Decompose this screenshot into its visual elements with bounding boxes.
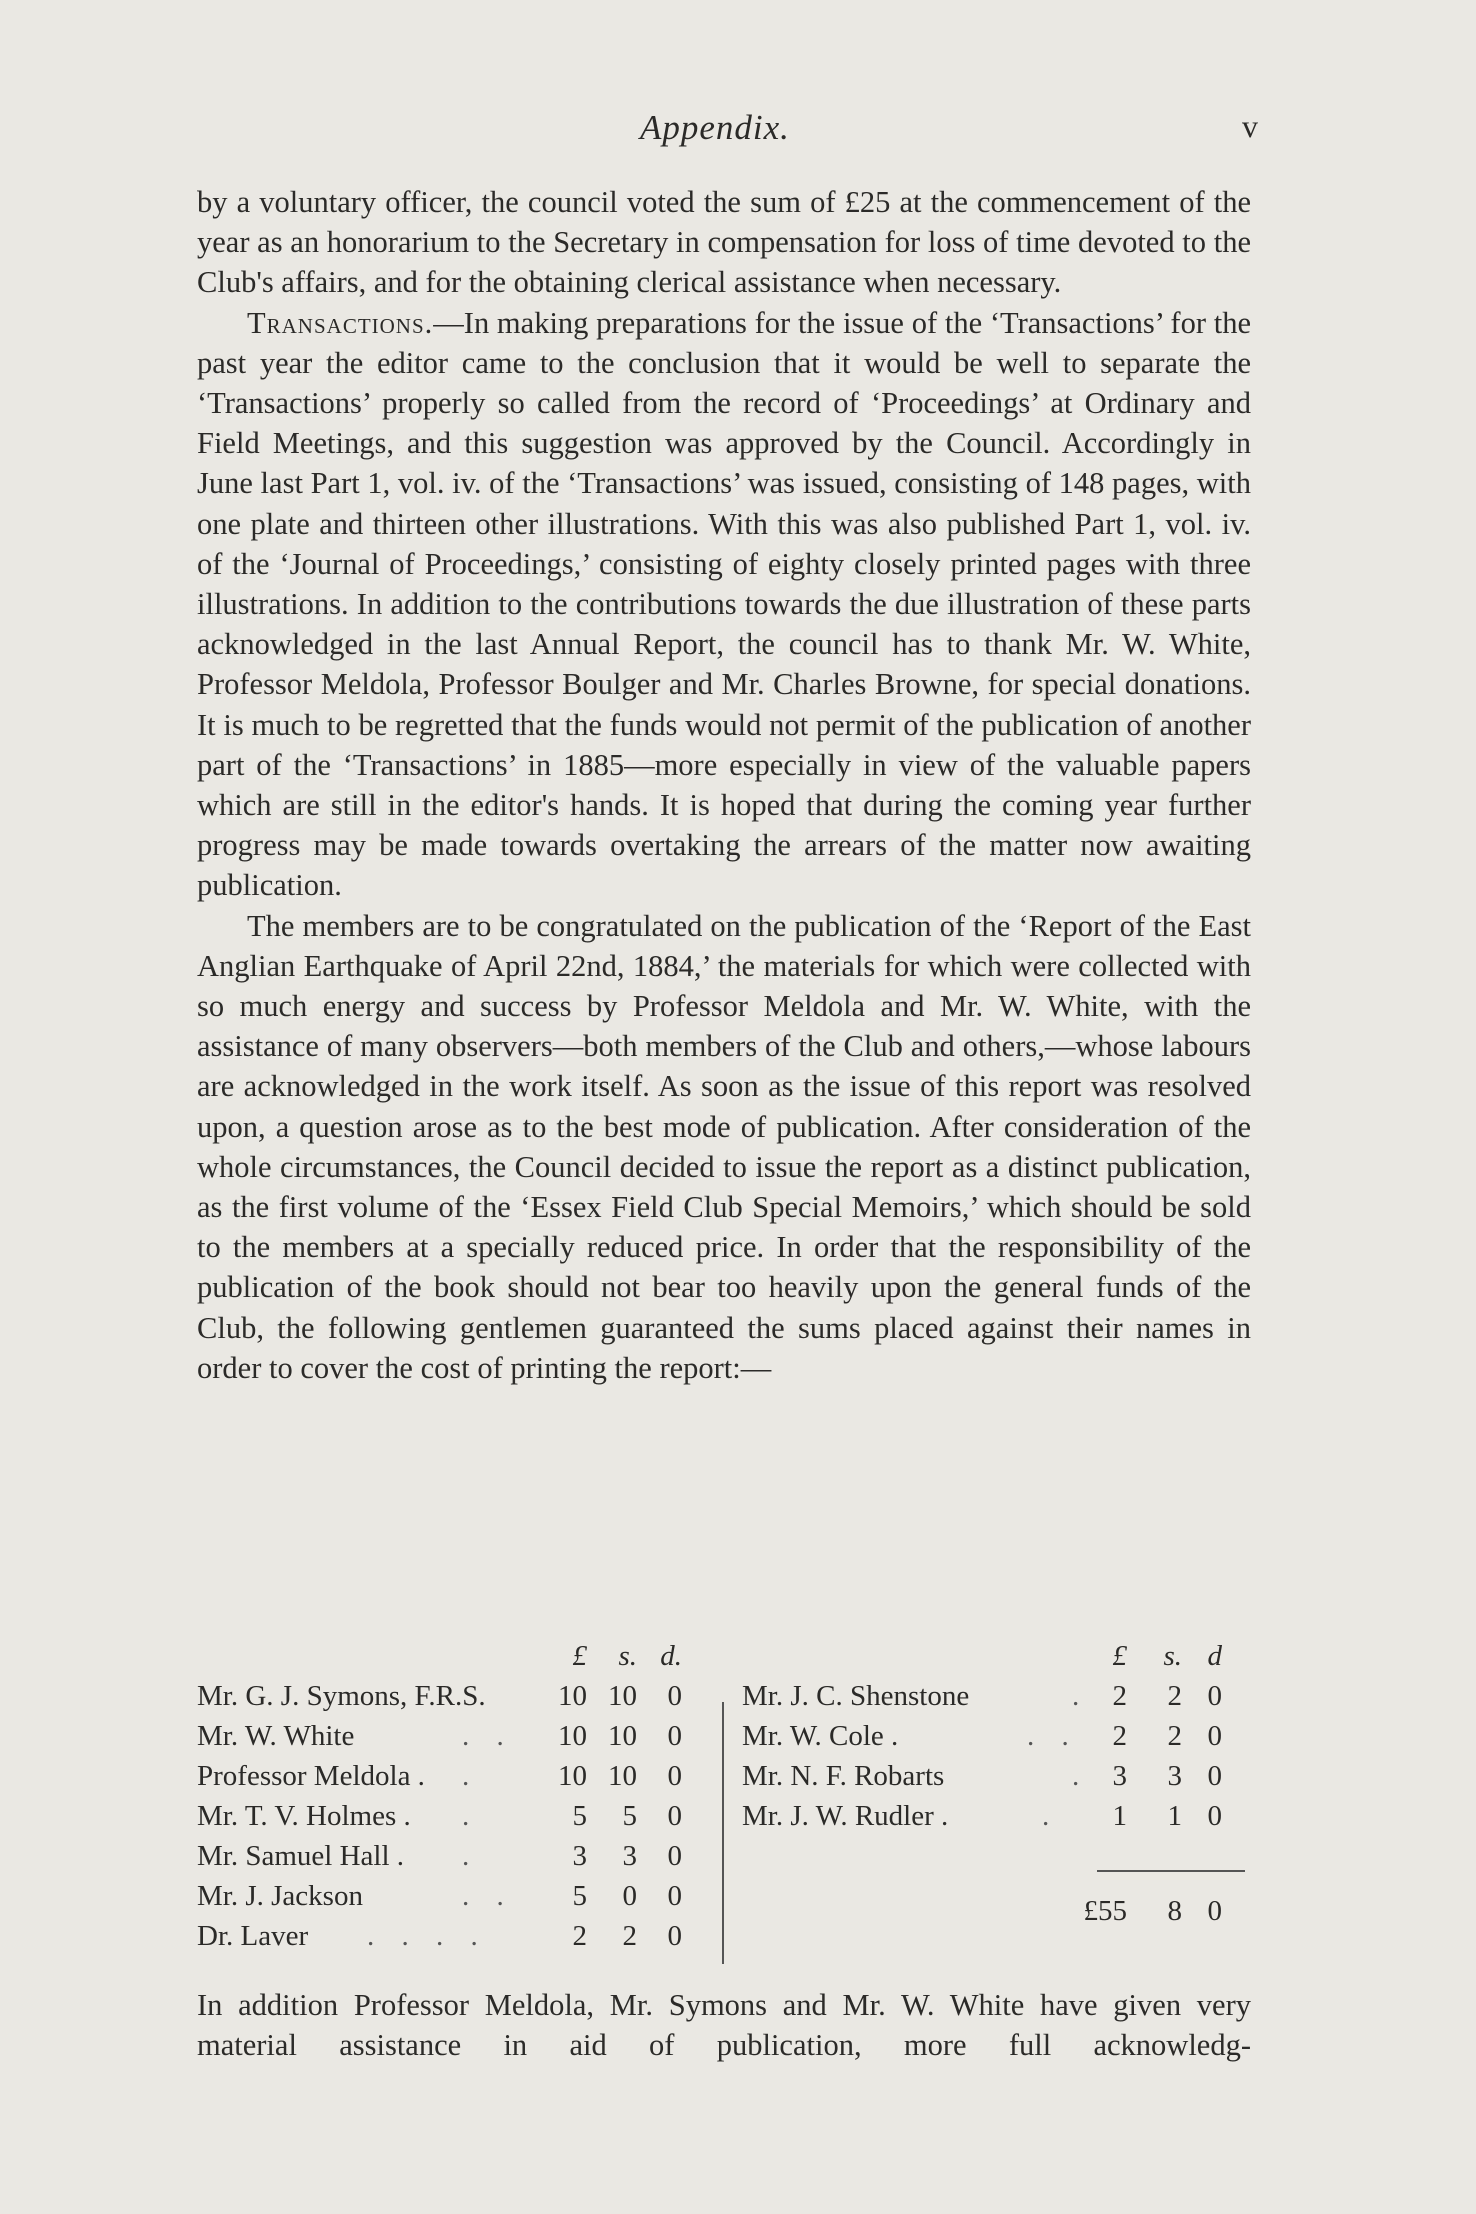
amount-pounds: 10	[558, 1680, 587, 1712]
amount-pounds: 5	[572, 1880, 587, 1912]
leader-dots: .	[1072, 1680, 1090, 1712]
amount-shillings: 5	[622, 1800, 637, 1832]
guarantors-list	[197, 1640, 1251, 1970]
running-title: Appendix.	[640, 108, 790, 147]
guarantor-row	[742, 1800, 1251, 1840]
pence-header: d	[1207, 1640, 1222, 1672]
guarantor-row	[197, 1720, 717, 1760]
section-heading-transactions: Transactions.	[247, 305, 434, 340]
amount-pence: 0	[667, 1720, 682, 1752]
closing-paragraph	[197, 1985, 1251, 2065]
shillings-header: s.	[1163, 1640, 1182, 1672]
guarantor-name: Mr. T. V. Holmes .	[197, 1800, 411, 1832]
currency-header-right	[742, 1640, 1251, 1680]
amount-pence: 0	[1207, 1680, 1222, 1712]
paragraph-1: by a voluntary officer, the council voted the sum of £25 at the commencement of the year as an honorarium to the Secretary in compensation for loss of time devoted to the Club's affairs, and for the obtaining clerical assistance when necessary.	[197, 185, 1251, 300]
guarantor-row	[742, 1680, 1251, 1720]
leader-dots: . .	[462, 1880, 514, 1912]
page-header	[640, 108, 1280, 158]
amount-pence: 0	[1207, 1800, 1222, 1832]
amount-pence: 0	[667, 1920, 682, 1952]
paragraph-transactions	[197, 303, 1251, 906]
amount-pounds: 10	[558, 1760, 587, 1792]
amount-shillings: 2	[1167, 1680, 1182, 1712]
guarantor-name: Mr. N. F. Robarts	[742, 1760, 945, 1792]
amount-pounds: 10	[558, 1720, 587, 1752]
paragraph-acknowledgement: In addition Professor Meldola, Mr. Symons and Mr. W. White have given very material assistance in aid of publication, more full acknowledg-	[197, 1988, 1251, 2063]
guarantor-name: Mr. J. Jackson	[197, 1880, 363, 1912]
amount-shillings: 0	[622, 1880, 637, 1912]
guarantor-row	[197, 1840, 717, 1880]
paragraph-transactions-body: —In making preparations for the issue of the ‘Transactions’ for the past year the editor came to the conclusion that it would be well to separate the ‘Transactions’ properly so called from the record of ‘Proceedings’ at Ordinary and Field Meetings, and this suggestion was approved by the Council. Accordingly in June last Part 1, vol. iv. of the ‘Transactions’ was issued, consisting of 148 pages, with one plate and thirteen other illustrations. With this was also published Part 1, vol. iv. of the ‘Journal of Proceedings,’ consisting of eighty closely printed pages with three illustrations. In addition to the contributions towards the due illustration of these parts acknowledged in the last Annual Report, the council has to thank Mr. W. White, Professor Meldola, Professor Boulger and Mr. Charles Browne, for special donations. It is much to be regretted that the funds would not permit of the publication of another part of the ‘Transactions’ in 1885—more especially in view of the valuable papers which are still in the editor's hands. It is hoped that during the coming year further progress may be made towards overtaking the arrears of the matter now awaiting publication.	[197, 305, 1251, 903]
guarantor-row	[197, 1880, 717, 1920]
amount-shillings: 10	[608, 1680, 637, 1712]
amount-shillings: 10	[608, 1720, 637, 1752]
guarantors-right-column	[742, 1640, 1251, 1927]
leader-dots: .	[1072, 1760, 1090, 1792]
amount-pence: 0	[667, 1800, 682, 1832]
guarantor-name: Dr. Laver	[197, 1920, 309, 1952]
amount-pence: 0	[1207, 1760, 1222, 1792]
amount-shillings: 1	[1167, 1800, 1182, 1832]
leader-dots: . .	[462, 1720, 514, 1752]
amount-shillings: 2	[1167, 1720, 1182, 1752]
amount-shillings: 3	[1167, 1760, 1182, 1792]
guarantor-name: Mr. G. J. Symons, F.R.S.	[197, 1680, 486, 1712]
guarantor-row	[197, 1920, 717, 1960]
leader-dots: .	[462, 1800, 480, 1832]
body-text	[197, 182, 1251, 1388]
shillings-header: s.	[618, 1640, 637, 1672]
guarantor-row	[197, 1760, 717, 1800]
guarantor-row	[197, 1680, 717, 1720]
guarantor-row	[742, 1760, 1251, 1800]
total-shillings: 8	[1167, 1895, 1182, 1927]
guarantor-name: Mr. J. C. Shenstone	[742, 1680, 970, 1712]
amount-pence: 0	[667, 1680, 682, 1712]
amount-pounds: 2	[1112, 1720, 1127, 1752]
amount-shillings: 10	[608, 1760, 637, 1792]
pence-header: d.	[660, 1640, 682, 1672]
leader-dots: .	[462, 1760, 480, 1792]
amount-pounds: 2	[1112, 1680, 1127, 1712]
paragraph-earthquake-report: The members are to be congratulated on the publication of the ‘Report of the East Anglian Earthquake of April 22nd, 1884,’ the materials for which were collected with so much energy and success by Professor Meldola and Mr. W. White, with the assistance of many observers—both members of the Club and others,—whose labours are acknowledged in the work itself. As soon as the issue of this report was resolved upon, a question arose as to the best mode of publication. After consideration of the whole circumstances, the Council decided to issue the report as a distinct publication, as the first volume of the ‘Essex Field Club Special Memoirs,’ which should be sold to the members at a specially reduced price. In order that the responsibility of the publication of the book should not bear too heavily upon the general funds of the Club, the following gentlemen guaranteed the sums placed against their names in order to cover the cost of printing the report:—	[197, 908, 1251, 1385]
amount-shillings: 3	[622, 1840, 637, 1872]
guarantor-name: Mr. Samuel Hall .	[197, 1840, 405, 1872]
total-rule	[1097, 1870, 1245, 1872]
amount-pounds: 3	[1112, 1760, 1127, 1792]
amount-shillings: 2	[622, 1920, 637, 1952]
leader-dots: .	[462, 1840, 480, 1872]
guarantor-row	[742, 1720, 1251, 1760]
total-row	[742, 1895, 1251, 1935]
amount-pounds: 1	[1112, 1800, 1127, 1832]
leader-dots: . . . .	[367, 1920, 488, 1952]
page-number: v	[1242, 108, 1258, 144]
total-pence: 0	[1207, 1895, 1222, 1927]
guarantor-row	[197, 1800, 717, 1840]
amount-pence: 0	[667, 1760, 682, 1792]
leader-dots: .	[1042, 1800, 1060, 1832]
guarantor-name: Professor Meldola .	[197, 1760, 425, 1792]
guarantor-name: Mr. W. White	[197, 1720, 355, 1752]
pounds-header: £	[1112, 1640, 1127, 1672]
amount-pence: 0	[667, 1880, 682, 1912]
amount-pounds: 5	[572, 1800, 587, 1832]
amount-pence: 0	[1207, 1720, 1222, 1752]
total-pounds: £55	[1083, 1895, 1127, 1927]
pounds-header: £	[572, 1640, 587, 1672]
leader-dots: . .	[1027, 1720, 1079, 1752]
amount-pence: 0	[667, 1840, 682, 1872]
currency-header-left	[197, 1640, 717, 1680]
column-divider	[722, 1702, 724, 1964]
guarantor-name: Mr. W. Cole .	[742, 1720, 899, 1752]
guarantors-left-column	[197, 1640, 717, 1960]
amount-pounds: 3	[572, 1840, 587, 1872]
guarantor-name: Mr. J. W. Rudler .	[742, 1800, 949, 1832]
amount-pounds: 2	[572, 1920, 587, 1952]
